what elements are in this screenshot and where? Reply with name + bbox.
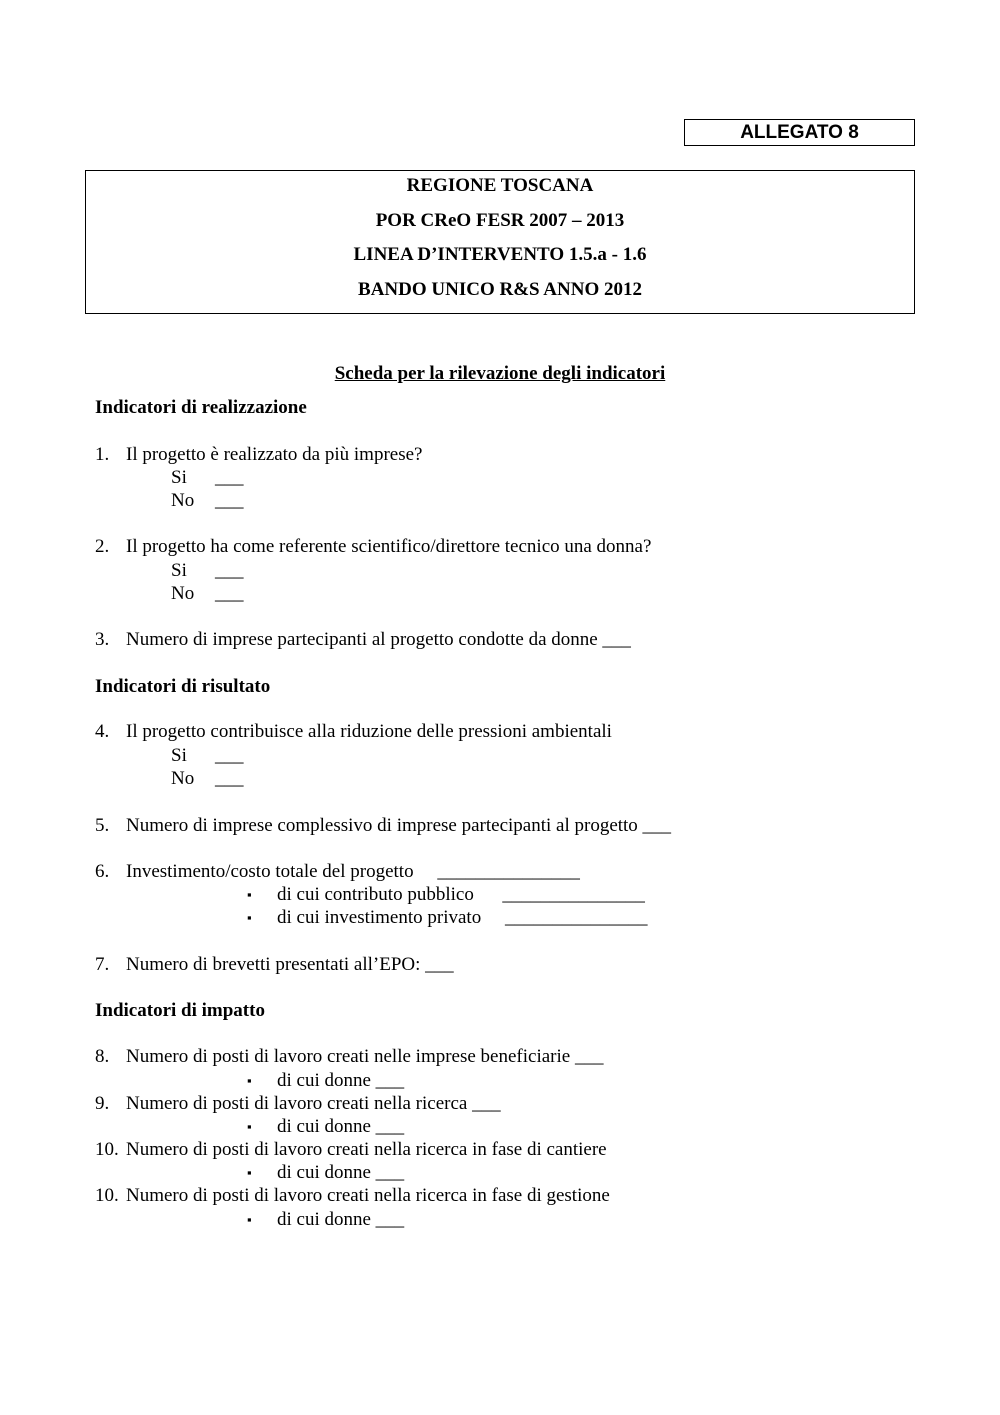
item-number: 5.: [95, 815, 110, 836]
sub-di-cui-donne: di cui donne ___: [277, 1162, 405, 1183]
question-2: Il progetto ha come referente scientifico/direttore tecnico una donna?: [126, 536, 652, 557]
question-5: Numero di imprese complessivo di imprese partecipanti al progetto ___: [126, 815, 672, 836]
option-si: Si: [171, 560, 187, 581]
answer-blank[interactable]: ___: [215, 560, 244, 581]
item-number: 6.: [95, 861, 110, 882]
question-1: Il progetto è realizzato da più imprese?: [126, 444, 423, 465]
header-program: POR CReO FESR 2007 – 2013: [375, 210, 625, 231]
question-7: Numero di brevetti presentati all’EPO: ___: [126, 954, 454, 975]
item-number: 10.: [95, 1185, 119, 1206]
option-no: No: [171, 490, 195, 511]
bullet-icon: ▪: [247, 887, 252, 902]
answer-blank[interactable]: ___: [215, 467, 244, 488]
sub-di-cui-donne: di cui donne ___: [277, 1070, 405, 1091]
question-6: Investimento/costo totale del progetto _______________: [126, 861, 580, 882]
header-linea: LINEA D’INTERVENTO 1.5.a - 1.6: [353, 244, 647, 265]
bullet-icon: ▪: [247, 910, 252, 925]
section-impatto: Indicatori di impatto: [95, 1000, 265, 1021]
bullet-icon: ▪: [247, 1212, 252, 1227]
option-si: Si: [171, 467, 187, 488]
sub-di-cui-donne: di cui donne ___: [277, 1209, 405, 1230]
option-no: No: [171, 768, 195, 789]
section-realizzazione: Indicatori di realizzazione: [95, 397, 307, 418]
bullet-icon: ▪: [247, 1119, 252, 1134]
question-4: Il progetto contribuisce alla riduzione delle pressioni ambientali: [126, 721, 612, 742]
item-number: 4.: [95, 721, 110, 742]
header-box: [85, 170, 915, 314]
item-number: 2.: [95, 536, 110, 557]
sub-contributo-pubblico: di cui contributo pubblico _______________: [277, 884, 645, 905]
allegato-label: ALLEGATO 8: [684, 119, 915, 146]
answer-blank[interactable]: ___: [215, 490, 244, 511]
bullet-icon: ▪: [247, 1073, 252, 1088]
question-10-gestione: Numero di posti di lavoro creati nella ricerca in fase di gestione: [126, 1185, 610, 1206]
question-8: Numero di posti di lavoro creati nelle imprese beneficiarie ___: [126, 1046, 604, 1067]
option-no: No: [171, 583, 195, 604]
question-9: Numero di posti di lavoro creati nella ricerca ___: [126, 1093, 501, 1114]
item-number: 10.: [95, 1139, 119, 1160]
answer-blank[interactable]: ___: [215, 745, 244, 766]
bullet-icon: ▪: [247, 1165, 252, 1180]
header-region: REGIONE TOSCANA: [406, 175, 594, 196]
question-10-cantiere: Numero di posti di lavoro creati nella ricerca in fase di cantiere: [126, 1139, 607, 1160]
item-number: 3.: [95, 629, 110, 650]
page-title: Scheda per la rilevazione degli indicatori: [334, 363, 666, 384]
sub-di-cui-donne: di cui donne ___: [277, 1116, 405, 1137]
sub-investimento-privato: di cui investimento privato _______________: [277, 907, 648, 928]
question-3: Numero di imprese partecipanti al progetto condotte da donne ___: [126, 629, 631, 650]
answer-blank[interactable]: ___: [215, 768, 244, 789]
item-number: 9.: [95, 1093, 110, 1114]
section-risultato: Indicatori di risultato: [95, 676, 271, 697]
item-number: 7.: [95, 954, 110, 975]
answer-blank[interactable]: ___: [215, 583, 244, 604]
option-si: Si: [171, 745, 187, 766]
header-bando: BANDO UNICO R&S ANNO 2012: [358, 279, 642, 300]
item-number: 1.: [95, 444, 110, 465]
item-number: 8.: [95, 1046, 110, 1067]
